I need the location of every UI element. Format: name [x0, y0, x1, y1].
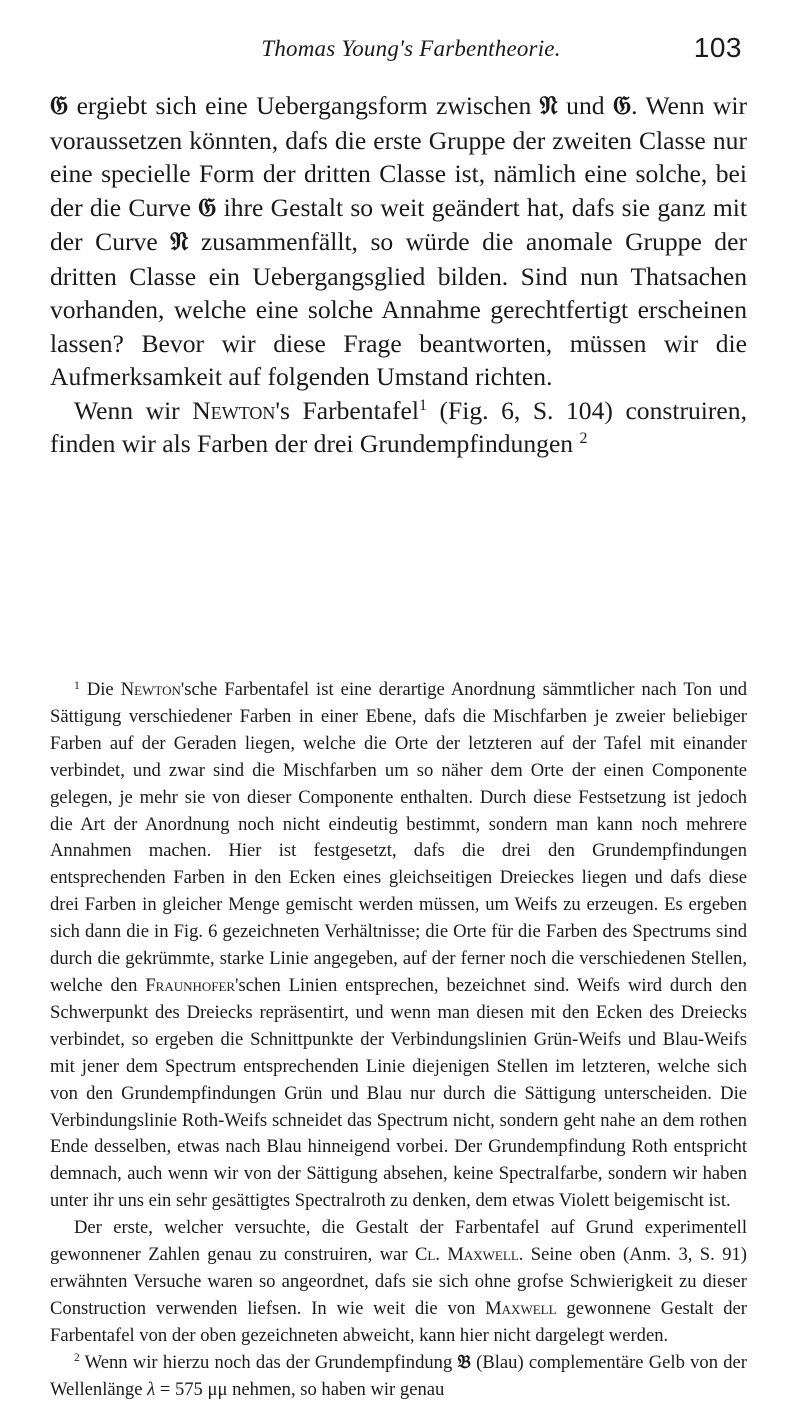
text-run: = 575 μμ nehmen, so haben wir genau	[155, 1378, 445, 1400]
footnote-ref-2: 2	[579, 430, 588, 448]
main-text	[50, 89, 747, 461]
text-run: Wenn wir	[74, 395, 193, 425]
text-run: gewonnene Gestalt der Farbentafel von der oben gezeichneten abweicht, kann hier nicht dargelegt werden.	[50, 1297, 748, 1346]
footnotes	[50, 677, 747, 1403]
running-head: Thomas Young's Farbentheorie.	[261, 36, 561, 61]
text-run: Wenn wir hierzu noch das der Grundempfindung	[79, 1351, 458, 1373]
lambda-symbol: λ	[147, 1378, 156, 1400]
text-run: ergiebt sich eine Uebergangsform zwischen	[68, 91, 540, 120]
text-run: zusammenfällt, so würde die anomale Gruppe der dritten Classe ein Uebergangsglied bilden. Sind nun Thatsachen vorhanden, welche eine solche Annahme gerechtfertigt erscheinen lassen? Bevor wir diese Frage beantworten, müssen wir die Aufmerksamkeit auf folgenden Umstand richten.	[50, 227, 747, 391]
text-run: Der erste, welcher versuchte, die Gestalt der Farbentafel auf Grund experimentell gewonnener Zahlen genau zu construiren, war	[50, 1217, 747, 1266]
text-run: und	[557, 91, 613, 120]
author-name-newton: Newton	[192, 395, 276, 425]
footnote-1-continued	[50, 1215, 747, 1350]
text-run: . Wenn wir voraussetzen könnten, dafs die erste Gruppe der zweiten Classe nur eine specielle Form der dritten Classe ist, nämlich eine solche, bei der die Curve	[50, 91, 747, 222]
text-run: ihre Gestalt so weit geändert hat, dafs sie ganz mit der Curve	[50, 192, 747, 256]
fraktur-letter-g: 𝔊	[198, 192, 217, 223]
fraktur-letter-n: 𝔑	[539, 91, 558, 121]
page-number: 103	[693, 32, 742, 63]
author-name-fraunhofer: Fraunhofer	[145, 974, 236, 996]
fraktur-letter-n: 𝔑	[170, 227, 189, 257]
paragraph-2	[50, 394, 747, 461]
paragraph-1	[50, 89, 747, 394]
footnote-marker-2: 2	[74, 1352, 80, 1365]
text-run: Die	[79, 679, 121, 700]
text-run: (Blau) complementäre Gelb von der Wellenlänge	[50, 1351, 747, 1400]
text-run: (Fig. 6, S. 104) construiren, finden wir als Farben der drei Grundempfindungen	[50, 395, 747, 458]
footnote-1	[50, 677, 747, 1215]
author-name-maxwell: Maxwell	[485, 1297, 557, 1319]
footnote-ref-1: 1	[419, 396, 427, 414]
author-name-maxwell: Cl. Maxwell.	[414, 1244, 524, 1266]
footnote-marker-1: 1	[74, 679, 80, 692]
fraktur-letter-b: 𝔅	[457, 1351, 471, 1373]
text-run: Seine oben (Anm. 3, S. 91) erwähnten Versuche waren so angeordnet, dafs sie sich ohne grofse Schwierigkeit zu dieser Construction verwenden liefsen. In wie weit die von	[50, 1244, 747, 1319]
fraktur-letter-g: 𝔊	[50, 91, 69, 121]
text-run: 'schen Linien entsprechen, bezeichnet sind. Weifs wird durch den Schwerpunkt des Dreiecks repräsentirt, und wenn man diesen mit den Ecken des Dreiecks verbindet, so ergeben die Schnittpunkte der Verbindungslinien Grün-Weifs und Blau-Weifs mit jener dem Spectrum entsprechenden Linie diejenigen Stellen im letzteren, welche sich von den Grundempfindungen Grün und Blau nur durch die Sättigung unterscheiden. Die Verbindungslinie Roth-Weifs schneidet das Spectrum nicht, sondern geht nahe an dem rothen Ende desselben, etwas nach Blau hinneigend vorbei. Der Grundempfindung Roth entspricht demnach, auch wenn wir von der Sättigung absehen, keine Spectralfarbe, sondern wir haben unter ihr uns ein sehr gesättigtes Spectralroth zu denken, dem etwas Violett beigemischt ist.	[50, 974, 747, 1212]
footnote-2	[50, 1350, 747, 1403]
fraktur-letter-g: 𝔊	[612, 91, 632, 121]
author-name-newton: Newton	[120, 679, 181, 700]
text-run: 's Farbentafel	[275, 395, 420, 425]
text-run: 'sche Farbentafel ist eine derartige Anordnung sämmtlicher nach Ton und Sättigung verschiedener Farben in einer Ebene, dafs die Mischfarben je zweier beliebiger Farben auf der Geraden liegen, welche die Orte der letzteren auf der Tafel mit einander verbindet, und zwar sind die Mischfarben um so näher dem Orte der einen Componente gelegen, je mehr sie von dieser Componente enthalten. Durch diese Festsetzung ist jedoch die Art der Anordnung noch nicht eindeutig bestimmt, sondern man kann noch mehrere Annahmen machen. Hier ist festgesetzt, dafs die drei den Grundempfindungen entsprechenden Farben in den Ecken eines gleichseitigen Dreieckes liegen und dafs diese drei Farben in gleicher Menge gemischt werden müssen, um Weifs zu erzeugen. Es ergeben sich dann die in Fig. 6 gezeichneten Verhältnisse; die Orte für die Farben des Spectrums sind durch die gekrümmte, starke Linie angegeben, auf der ferner noch die verschiedenen Stellen, welche den	[50, 679, 747, 996]
